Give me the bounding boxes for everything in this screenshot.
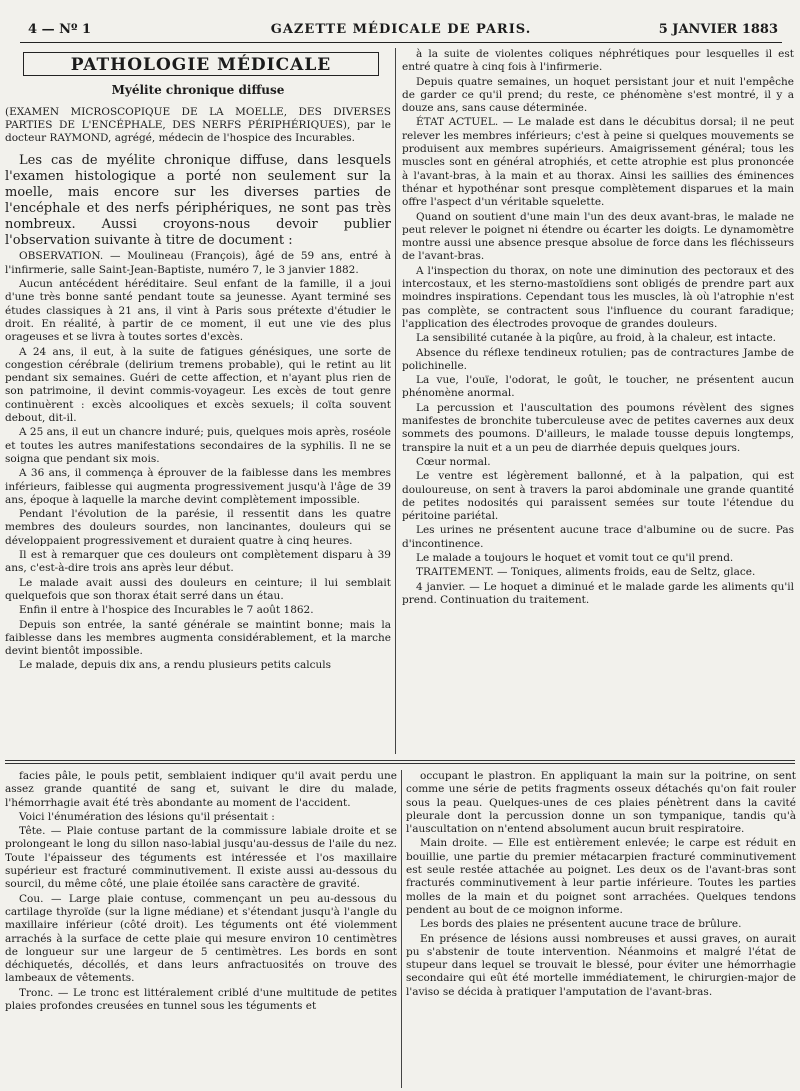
paragraph: Le malade, depuis dix ans, a rendu plusieurs petits calculs (19, 659, 331, 672)
paragraph: OBSERVATION. — Moulineau (François), âgé de 59 ans, entré à l'infirmerie, salle Saint-Jean-Baptiste, numéro 7, le 3 janvier 1882. (5, 250, 391, 276)
paragraph: A 36 ans, il commença à éprouver de la faiblesse dans les membres inférieurs, faiblesse qui augmenta progressivement jusqu'à l'âge de 39 ans, époque à laquelle la marche devint complètement impossible. (5, 467, 391, 506)
paragraph: Enfin il entre à l'hospice des Incurables le 7 août 1862. (19, 604, 314, 617)
paragraph: Le malade a toujours le hoquet et vomit tout ce qu'il prend. (416, 551, 734, 564)
paragraph: Quand on soutient d'une main l'un des deux avant-bras, le malade ne peut relever le poignet ni étendre ou écarter les doigts. Le dynamomètre montre aussi une absence presque absolue de force dans les fléchisseurs de l'avant-bras. (402, 210, 794, 263)
paragraph: à la suite de violentes coliques néphrétiques pour lesquelles il est entré quatre à cinq fois à l'infirmerie. (402, 48, 794, 74)
paragraph: facies pâle, le pouls petit, semblaient indiquer qu'il avait perdu une assez grande quantité de sang et, suivant le dire du malade, l'hémorrhagie avait été très abondante au moment de l'accident. (5, 770, 397, 809)
paragraph: En présence de lésions aussi nombreuses et aussi graves, on aurait pu s'abstenir de toute intervention. Néanmoins et malgré l'état de stupeur dans lequel se trouvait le blessé, pour éviter une hémorrhagie secondaire qui eût été mortelle immédiatement, le chirurgien-major de l'aviso se décida à pratiquer l'amputation de l'avant-bras. (406, 932, 796, 998)
page-header (20, 18, 782, 43)
paragraph: La vue, l'ouïe, l'odorat, le goût, le toucher, ne présentent aucun phénomène anormal. (402, 374, 794, 400)
column-divider (395, 48, 396, 754)
byline: (EXAMEN MICROSCOPIQUE DE LA MOELLE, DES DIVERSES PARTIES DE L'ENCÉPHALE, DES NERFS PÉRIPHÉRIQUES), par le docteur RAYMOND, agrégé, médecin de l'hospice des Incurables. (5, 105, 391, 145)
paragraph: 4 janvier. — Le hoquet a diminué et le malade garde les aliments qu'il prend. Continuation du traitement. (402, 580, 794, 606)
paragraph: Voici l'énumération des lésions qu'il présentait : (19, 810, 275, 823)
article-title: Myélite chronique diffuse (111, 83, 285, 98)
paragraph: Cœur normal. (416, 455, 491, 468)
journal-title: GAZETTE MÉDICALE DE PARIS. (270, 22, 532, 37)
column-right-lower (406, 770, 796, 1090)
paragraph: Les bords des plaies ne présentent aucune trace de brûlure. (420, 918, 742, 931)
paragraph: Tronc. — Le tronc est littéralement criblé d'une multitude de petites plaies profondes creusées en tunnel sous les téguments et (5, 986, 397, 1013)
paragraph: occupant le plastron. En appliquant la main sur la poitrine, on sent comme une série de petits fragments osseux détachés qu'on fait rouler sous la peau. Quelques-unes de ces plaies pénètrent dans la cavité pleurale dont la percussion donne un son tympanique, tandis qu'à l'auscultation on n'entend absolument aucun bruit respiratoire. (406, 770, 796, 836)
column-right-upper (402, 48, 794, 754)
paragraph: Depuis son entrée, la santé générale se maintint bonne; mais la faiblesse dans les membres augmenta considérablement, et la marche devint bientôt impossible. (5, 618, 391, 658)
paragraph: Tête. — Plaie contuse partant de la commissure labiale droite et se prolongeant le long du sillon naso-labial jusqu'au-dessus de l'aile du nez. Toute l'épaisseur des téguments est intéressée et l'os maxillaire supérieur est fracturé comminutivement. Il existe aussi au-dessous du sourcil, du même côté, une plaie étoilée sans caractère de gravité. (5, 825, 397, 891)
paragraph: Main droite. — Elle est entièrement enlevée; le carpe est réduit en bouillie, une partie du premier métacarpien fracturé comminutivement est seule restée attachée au poignet. Les deux os de l'avant-bras sont fracturés comminutivement à leur partie inférieure. Toutes les parties molles de la main et du poignet sont arrachées. Quelques tendons pendent au bout de ce moignon informe. (406, 837, 796, 916)
intro-paragraph: Les cas de myélite chronique diffuse, dans lesquels l'examen histologique a porté non seulement sur la moelle, mais encore sur les diverses parties de l'encéphale et des nerfs périphériques, ne sont pas très nombreux. Aussi croyons-nous devoir publier l'observation suivante à titre de document : (5, 153, 391, 249)
paragraph: TRAITEMENT. — Toniques, aliments froids, eau de Seltz, glace. (416, 566, 756, 579)
paragraph: Aucun antécédent héréditaire. Seul enfant de la famille, il a joui d'une très bonne santé pendant toute sa jeunesse. Ayant terminé ses études classiques à 21 ans, il vint à Paris sous prétexte d'étudier le droit. En réalité, à partir de ce moment, il eut une vie des plus orageuses et se livra à toutes sortes d'excès. (5, 278, 391, 344)
paragraph: ÉTAT ACTUEL. — Le malade est dans le décubitus dorsal; il ne peut relever les membres inférieurs; c'est à peine si quelques mouvements se produisent aux membres supérieurs. Amaigrissement général; tous les muscles sont en général atrophiés, et cette atrophie est plus prononcée à l'avant-bras, à la main et au thorax. Ainsi les saillies des éminences thénar et hypothénar sont presque complètement disparues et la main offre l'aspect d'un véritable squelette. (402, 116, 794, 209)
paragraph: A 24 ans, il eut, à la suite de fatigues génésiques, une sorte de congestion cérébrale (delirium tremens probable), qui le retint au lit pendant six semaines. Guéri de cette affection, et n'ayant plus rien de son patrimoine, il devint commis-voyageur. Les excès de tout genre continuèrent : excès alcooliques et excès sexuels; il coïta souvent debout, dit-il. (5, 345, 391, 425)
paragraph: Les urines ne présentent aucune trace d'albumine ou de sucre. Pas d'incontinence. (402, 524, 794, 550)
page-number: 4 — Nº 1 (28, 22, 92, 37)
column-left-lower (5, 770, 397, 1090)
paragraph: Pendant l'évolution de la parésie, il ressentit dans les quatre membres des douleurs sourdes, non lancinantes, douleurs qui se développaient progressivement et duraient quatre à cinq heures. (5, 508, 391, 547)
col-c-body (5, 770, 397, 1013)
paragraph: Absence du réflexe tendineux rotulien; pas de contractures Jambe de polichinelle. (402, 346, 794, 372)
paragraph: Le ventre est légèrement ballonné, et à la palpation, qui est douloureuse, on sent à travers la paroi abdominale une grande quantité de petites nodosités qui paraissent semées sur toute l'étendue du péritoine pariétal. (402, 470, 794, 523)
intro-block (5, 153, 391, 249)
paragraph: Cou. — Large plaie contuse, commençant un peu au-dessous du cartilage thyroïde (sur la ligne médiane) et s'étendant jusqu'à l'angle du maxillaire inférieur (côté droit). Les téguments ont été violemment arrachés à la surface de cette plaie qui mesure environ 10 centimètres de longueur sur une largeur de 5 centimètres. Les bords en sont déchiquetés, décollés, et dans leurs anfractuosités on trouve des lambeaux de vêtements. (5, 892, 397, 985)
paragraph: La percussion et l'auscultation des poumons révèlent des signes manifestes de bronchite tuberculeuse avec de petites cavernes aux deux sommets des poumons. D'ailleurs, le malade tousse depuis longtemps, transpire la nuit et a un peu de diarrhée depuis quelques jours. (402, 401, 794, 454)
col-a-body (5, 250, 391, 672)
issue-date: 5 JANVIER 1883 (658, 22, 778, 37)
paragraph: A l'inspection du thorax, on note une diminution des pectoraux et des intercostaux, et les sterno-mastoïdiens sont obligés de prendre part aux moindres inspirations. Cependant tous les muscles, là où l'atrophie n'est pas complète, se contractent sous l'influence du courant faradique; l'application des électrodes provoque de grandes douleurs. (402, 264, 794, 330)
paragraph: Le malade avait aussi des douleurs en ceinture; il lui semblait quelquefois que son thorax était serré dans un étau. (5, 576, 391, 602)
col-d-body (406, 770, 796, 999)
column-divider-lower (401, 770, 402, 1088)
column-left-upper (5, 48, 391, 754)
paragraph: A 25 ans, il eut un chancre induré; puis, quelques mois après, roséole et toutes les autres manifestations secondaires de la syphilis. Il ne se soigna que pendant six mois. (5, 426, 391, 465)
section-title: PATHOLOGIE MÉDICALE (23, 52, 379, 76)
section-divider (5, 760, 795, 764)
paragraph: Il est à remarquer que ces douleurs ont complètement disparu à 39 ans, c'est-à-dire trois ans après leur début. (5, 549, 391, 575)
paragraph: Depuis quatre semaines, un hoquet persistant jour et nuit l'empêche de garder ce qu'il prend; du reste, ce phénomène s'est montré, il y a douze ans, sans cause déterminée. (402, 75, 794, 115)
paragraph: La sensibilité cutanée à la piqûre, au froid, à la chaleur, est intacte. (416, 332, 777, 345)
col-b-body (402, 48, 794, 607)
